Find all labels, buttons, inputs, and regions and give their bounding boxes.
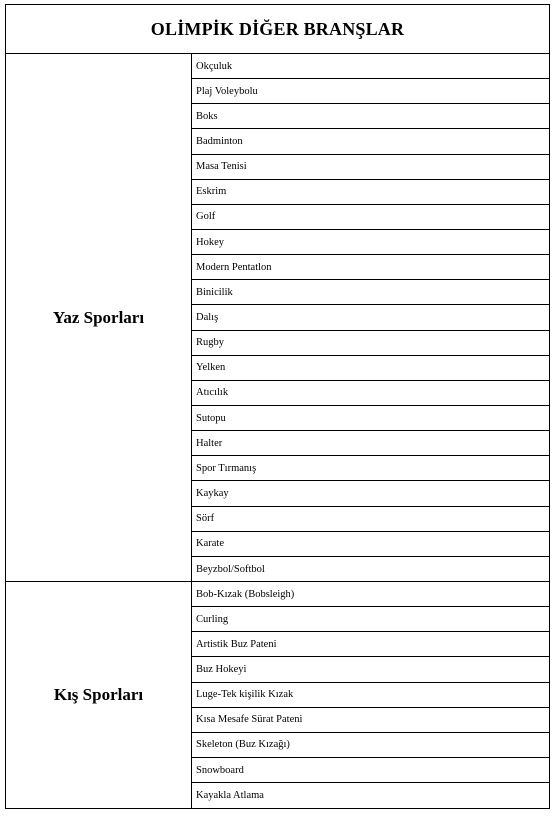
table-row: Boks (192, 104, 549, 129)
table-row: Rugby (192, 331, 549, 356)
table-row: Hokey (192, 230, 549, 255)
table-row: Atıcılık (192, 381, 549, 406)
table-row: Karate (192, 532, 549, 557)
table-row: Buz Hokeyi (192, 657, 549, 682)
group-label-summer: Yaz Sporları (6, 54, 192, 581)
summer-sports-group (6, 54, 549, 582)
table-row: Eskrim (192, 180, 549, 205)
table-row: Spor Tırmanış (192, 456, 549, 481)
group-label-winter: Kış Sporları (6, 582, 192, 808)
table-row: Badminton (192, 129, 549, 154)
winter-sports-list (192, 582, 549, 808)
table-row: Sörf (192, 507, 549, 532)
table-row: Kısa Mesafe Sürat Pateni (192, 708, 549, 733)
sports-table (5, 4, 550, 809)
table-row: Curling (192, 607, 549, 632)
summer-sports-list (192, 54, 549, 581)
table-row: Okçuluk (192, 54, 549, 79)
table-row: Modern Pentatlon (192, 255, 549, 280)
table-row: Skeleton (Buz Kızağı) (192, 733, 549, 758)
table-row: Kaykay (192, 481, 549, 506)
winter-sports-group (6, 582, 549, 808)
table-row: Masa Tenisi (192, 155, 549, 180)
table-row: Kayakla Atlama (196, 790, 264, 802)
table-row: Bob-Kızak (Bobsleigh) (192, 582, 549, 607)
table-row: Beyzbol/Softbol (196, 563, 265, 575)
table-row: Luge-Tek kişilik Kızak (192, 683, 549, 708)
table-row: Artistik Buz Pateni (192, 632, 549, 657)
table-row: Halter (192, 431, 549, 456)
table-row: Golf (192, 205, 549, 230)
table-row: Snowboard (192, 758, 549, 783)
table-row: Plaj Voleybolu (192, 79, 549, 104)
table-row: Dalış (192, 305, 549, 330)
table-row: Binicilik (192, 280, 549, 305)
table-row: Sutopu (192, 406, 549, 431)
table-row: Yelken (192, 356, 549, 381)
table-title: OLİMPİK DİĞER BRANŞLAR (6, 5, 549, 54)
